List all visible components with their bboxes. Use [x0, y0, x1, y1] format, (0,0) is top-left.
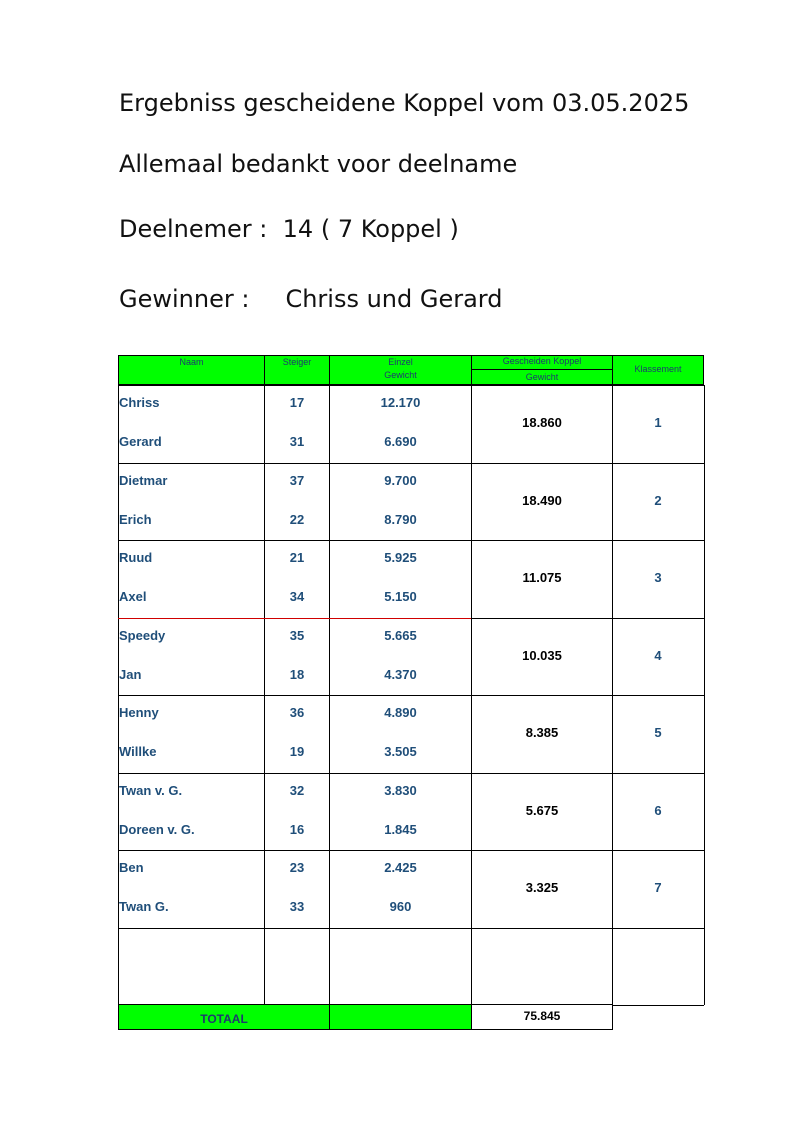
total-label: TOTAAL — [200, 1012, 248, 1026]
player-name: Twan G. — [119, 899, 169, 914]
row-separator-red — [118, 618, 472, 619]
klassement-value: 5 — [654, 725, 662, 740]
klassement-value: 2 — [654, 493, 662, 508]
steiger-value: 32 — [289, 783, 305, 798]
einzel-gewicht: 12.170 — [380, 395, 421, 410]
steiger-value: 18 — [289, 667, 305, 682]
einzel-gewicht: 9.700 — [384, 473, 417, 488]
steiger-value: 23 — [289, 860, 305, 875]
koppel-gewicht: 11.075 — [522, 570, 562, 585]
header-koppel-label: Gescheiden Koppel — [472, 356, 612, 370]
koppel-gewicht: 10.035 — [522, 648, 562, 663]
klassement-value: 6 — [654, 803, 662, 818]
header-naam — [118, 355, 265, 385]
koppel-gewicht: 5.675 — [525, 803, 559, 818]
einzel-gewicht: 960 — [389, 899, 412, 914]
player-name: Willke — [119, 744, 157, 759]
steiger-value: 16 — [289, 822, 305, 837]
player-name: Twan v. G. — [119, 783, 183, 798]
steiger-value: 33 — [289, 899, 305, 914]
row-border — [471, 618, 704, 619]
steiger-value: 31 — [289, 434, 305, 449]
row-border — [118, 540, 704, 541]
einzel-gewicht: 2.425 — [384, 860, 417, 875]
winner-value: Chriss und Gerard — [285, 285, 503, 313]
steiger-value: 19 — [289, 744, 305, 759]
player-name: Gerard — [119, 434, 162, 449]
steiger-value: 36 — [289, 705, 305, 720]
player-name: Chriss — [119, 395, 160, 410]
klassement-value: 7 — [654, 880, 662, 895]
column-border — [704, 385, 705, 1005]
row-border — [118, 773, 704, 774]
header-steiger-label: Steiger — [282, 357, 312, 367]
klassement-value: 1 — [654, 415, 662, 430]
steiger-value: 22 — [289, 512, 305, 527]
steiger-value: 35 — [289, 628, 305, 643]
einzel-gewicht: 4.370 — [384, 667, 417, 682]
koppel-gewicht: 18.490 — [522, 493, 562, 508]
koppel-gewicht: 3.325 — [525, 880, 559, 895]
koppel-gewicht: 8.385 — [525, 725, 559, 740]
winner-label: Gewinner : — [119, 285, 250, 313]
header-einzel-label: Einzel — [388, 357, 413, 367]
koppel-gewicht: 18.860 — [522, 415, 562, 430]
player-name: Speedy — [119, 628, 166, 643]
row-border — [118, 695, 704, 696]
einzel-gewicht: 1.845 — [384, 822, 417, 837]
header-steiger — [264, 355, 330, 385]
header-einzel — [329, 355, 472, 385]
page-title: Ergebniss gescheidene Koppel vom 03.05.2025 — [119, 89, 690, 117]
einzel-gewicht: 8.790 — [384, 512, 417, 527]
header-klassement — [612, 355, 704, 385]
player-name: Jan — [119, 667, 142, 682]
einzel-gewicht: 4.890 — [384, 705, 417, 720]
header-klassement-label: Klassement — [634, 364, 682, 374]
total-value: 75.845 — [523, 1009, 561, 1023]
total-value-cell — [471, 1004, 613, 1030]
results-table — [118, 355, 704, 1030]
player-name: Doreen v. G. — [119, 822, 195, 837]
einzel-gewicht: 5.665 — [384, 628, 417, 643]
header-einzel-sub: Gewicht — [384, 370, 417, 380]
steiger-value: 37 — [289, 473, 305, 488]
participants-line — [119, 215, 459, 243]
steiger-value: 17 — [289, 395, 305, 410]
player-name: Dietmar — [119, 473, 168, 488]
steiger-value: 21 — [289, 550, 305, 565]
participants-value: 14 ( 7 Koppel ) — [282, 215, 459, 243]
player-name: Ruud — [119, 550, 153, 565]
row-border — [118, 850, 704, 851]
total-empty-cell — [329, 1004, 472, 1030]
einzel-gewicht: 5.925 — [384, 550, 417, 565]
participants-label: Deelnemer : — [119, 215, 268, 243]
winner-line — [119, 285, 502, 313]
einzel-gewicht: 3.830 — [384, 783, 417, 798]
einzel-gewicht: 5.150 — [384, 589, 417, 604]
thanks-text: Allemaal bedankt voor deelname — [119, 150, 518, 178]
player-name: Erich — [119, 512, 152, 527]
row-border — [118, 463, 704, 464]
klassement-value: 3 — [654, 570, 662, 585]
header-koppel-sub: Gewicht — [525, 372, 559, 382]
player-name: Ben — [119, 860, 144, 875]
header-koppel — [471, 355, 613, 385]
einzel-gewicht: 6.690 — [384, 434, 417, 449]
player-name: Axel — [119, 589, 147, 604]
row-border — [118, 928, 704, 929]
player-name: Henny — [119, 705, 159, 720]
klassement-value: 4 — [654, 648, 662, 663]
einzel-gewicht: 3.505 — [384, 744, 417, 759]
total-label-cell — [118, 1004, 330, 1030]
steiger-value: 34 — [289, 589, 305, 604]
header-naam-label: Naam — [179, 357, 204, 367]
row-border — [118, 385, 704, 386]
